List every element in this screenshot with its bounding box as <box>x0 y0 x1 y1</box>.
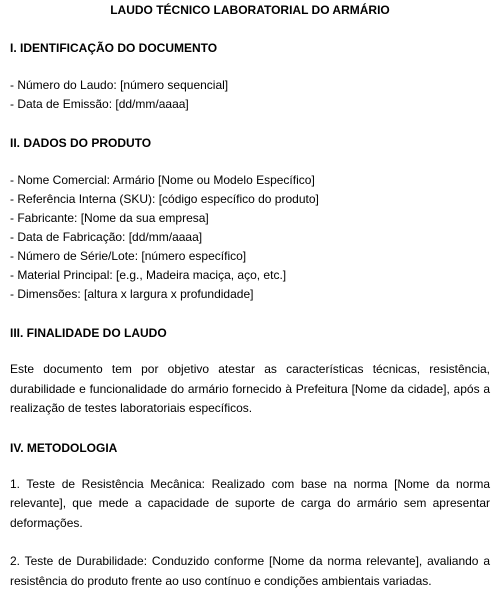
section-heading-finalidade: III. FINALIDADE DO LAUDO <box>10 326 167 340</box>
identificacao-field-list <box>10 76 490 114</box>
produto-field-list <box>10 171 490 304</box>
field-nome-comercial: - Nome Comercial: Armário [Nome ou Modelo Específico] <box>10 173 315 187</box>
field-material-principal: - Material Principal: [e.g., Madeira maciça, aço, etc.] <box>10 268 287 282</box>
finalidade-paragraph: Este documento tem por objetivo atestar as características técnicas, resistência, durabilidade e funcionalidade do armário fornecido à Prefeitura [Nome da cidade], após a realização de testes laboratoriais específicos. <box>10 362 490 415</box>
section-heading-metodologia: IV. METODOLOGIA <box>10 440 118 455</box>
field-numero-laudo: - Número do Laudo: [número sequencial] <box>10 78 229 92</box>
section-heading-produto: II. DADOS DO PRODUTO <box>10 136 152 150</box>
metodologia-paragraph-durabilidade: 2. Teste de Durabilidade: Conduzido conforme [Nome da norma relevante], avaliando a resistência do produto frente ao uso contínuo e condições ambientais variadas. <box>10 554 490 588</box>
field-fabricante: - Fabricante: [Nome da sua empresa] <box>10 211 209 225</box>
field-data-emissao: - Data de Emissão: [dd/mm/aaaa] <box>10 97 189 111</box>
section-heading-identificacao: I. IDENTIFICAÇÃO DO DOCUMENTO <box>10 41 218 55</box>
field-numero-serie-lote: - Número de Série/Lote: [número específico] <box>10 249 247 263</box>
field-data-fabricacao: - Data de Fabricação: [dd/mm/aaaa] <box>10 230 203 244</box>
metodologia-paragraph-resistencia: 1. Teste de Resistência Mecânica: Realizado com base na norma [Nome da norma relevante], que mede a capacidade de suporte de carga do armário sem apresentar deformações. <box>10 476 490 530</box>
document-title: LAUDO TÉCNICO LABORATORIAL DO ARMÁRIO <box>110 3 390 17</box>
field-referencia-sku: - Referência Interna (SKU): [código específico do produto] <box>10 192 319 206</box>
field-dimensoes: - Dimensões: [altura x largura x profundidade] <box>10 287 254 301</box>
